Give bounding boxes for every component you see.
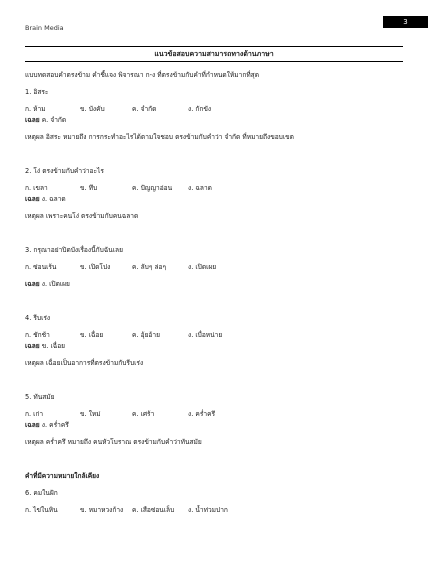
question-text: 1. อิสระ bbox=[25, 88, 49, 96]
page-title: แนวข้อสอบความสามารถทางด้านภาษา bbox=[154, 50, 274, 58]
question-text: 6. คมในฝัก bbox=[25, 489, 58, 497]
question-text: 2. โง่ ตรงข้ามกับคำว่าอะไร bbox=[25, 167, 104, 175]
option: ค. เศร้า bbox=[132, 410, 155, 418]
options-row bbox=[25, 330, 408, 341]
option: ข. ทึบ bbox=[80, 184, 98, 192]
answer-line bbox=[25, 420, 408, 431]
brand-name: Brain Media bbox=[25, 24, 64, 32]
answer-label: เฉลย bbox=[25, 116, 40, 124]
option: ง. เบื่อหน่าย bbox=[188, 331, 223, 339]
title-top-rule bbox=[25, 46, 403, 47]
answer-value: ง. คร่ำครึ bbox=[39, 421, 69, 429]
question-text: 5. ทันสมัย bbox=[25, 393, 55, 401]
answer-label: เฉลย bbox=[25, 280, 40, 288]
option: ก. ไข่ในหิน bbox=[25, 506, 58, 514]
reason: เหตุผล อิสระ หมายถึง การกระทำอะไรได้ตามใจชอบ ตรงข้ามกับคำว่า จำกัด ที่หมายถึงขอบเขต bbox=[25, 133, 294, 141]
option: ง. น้ำท่วมปาก bbox=[188, 506, 228, 514]
option: ก. ชักช้า bbox=[25, 331, 50, 339]
page-number: 3 bbox=[383, 16, 428, 28]
question-text: 4. รีบเร่ง bbox=[25, 314, 51, 322]
option: ค. ลับๆ ล่อๆ bbox=[132, 263, 167, 271]
option: ง. ฉลาด bbox=[188, 184, 212, 192]
title-bottom-rule bbox=[25, 61, 403, 62]
option: ก. ซ่อนเร้น bbox=[25, 263, 57, 271]
answer-line bbox=[25, 279, 408, 290]
instruction: แบบทดสอบคำตรงข้าม คำชี้แจง พิจารณา ก-ง ที่ตรงข้ามกับคำที่กำหนดให้มากที่สุด bbox=[25, 71, 259, 79]
option: ค. เสือซ่อนเล็บ bbox=[132, 506, 175, 514]
section-heading: คำที่มีความหมายใกล้เคียง bbox=[25, 472, 100, 480]
answer-value: ง. ฉลาด bbox=[39, 195, 66, 203]
option: ข. บังคับ bbox=[80, 105, 105, 113]
options-row bbox=[25, 104, 408, 115]
question-block bbox=[25, 245, 408, 290]
answer-line bbox=[25, 194, 408, 205]
answer-value: ข. เฉื่อย bbox=[39, 342, 66, 350]
question-text: 3. กรุณาอย่าปิดบังเรื่องนี้กับฉันเลย bbox=[25, 246, 123, 254]
reason: เหตุผล เฉื่อยเป็นอาการที่ตรงข้ามกับรีบเร่ง bbox=[25, 359, 144, 367]
option: ก. เขลา bbox=[25, 184, 48, 192]
question-block bbox=[25, 392, 408, 448]
option: ข. ใหม่ bbox=[80, 410, 101, 418]
answer-line bbox=[25, 341, 408, 352]
options-row bbox=[25, 505, 408, 516]
option: ค. อุ้ยอ้าย bbox=[132, 331, 160, 339]
question-block bbox=[25, 313, 408, 369]
option: ง. คร่ำครึ bbox=[188, 410, 216, 418]
option: ข. เปิดโปง bbox=[80, 263, 111, 271]
option: ข. เฉื่อย bbox=[80, 331, 104, 339]
option: ง. เปิดเผย bbox=[188, 263, 217, 271]
question-block bbox=[25, 87, 408, 143]
answer-value: ค. จำกัด bbox=[39, 116, 67, 124]
document-body bbox=[25, 70, 408, 516]
option: ค. จำกัด bbox=[132, 105, 157, 113]
reason: เหตุผล เพราะคนโง่ ตรงข้ามกับคนฉลาด bbox=[25, 212, 139, 220]
options-row bbox=[25, 262, 408, 273]
question-block bbox=[25, 166, 408, 222]
option: ก. เก่า bbox=[25, 410, 44, 418]
answer-value: ง. เปิดเผย bbox=[39, 280, 70, 288]
reason: เหตุผล คร่ำครึ หมายถึง คนหัวโบราณ ตรงข้ามกับคำว่าทันสมัย bbox=[25, 438, 202, 446]
options-row bbox=[25, 409, 408, 420]
answer-label: เฉลย bbox=[25, 421, 40, 429]
option: ง. กักขัง bbox=[188, 105, 212, 113]
answer-label: เฉลย bbox=[25, 342, 40, 350]
answer-line bbox=[25, 115, 408, 126]
answer-label: เฉลย bbox=[25, 195, 40, 203]
option: ค. ปัญญาอ่อน bbox=[132, 184, 173, 192]
option: ข. หมาหวงก้าง bbox=[80, 506, 124, 514]
option: ก. ห้าม bbox=[25, 105, 46, 113]
options-row bbox=[25, 183, 408, 194]
